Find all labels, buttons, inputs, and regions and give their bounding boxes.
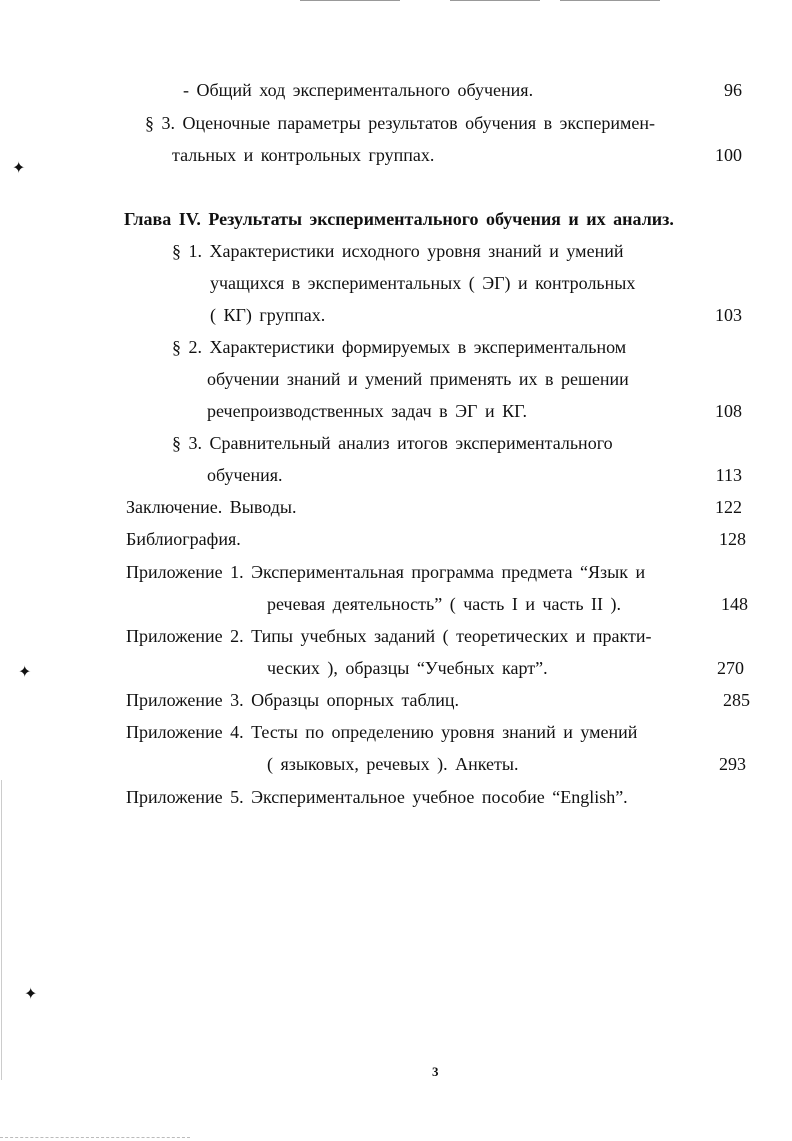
toc-entry: ческих ), образцы “Учебных карт”. bbox=[267, 658, 548, 678]
toc-page-number: 122 bbox=[715, 497, 742, 517]
toc-page-number: 148 bbox=[721, 594, 748, 614]
scan-artifact-icon: ✦ bbox=[24, 984, 38, 1003]
toc-entry: § 2. Характеристики формируемых в экспериментальном bbox=[172, 337, 627, 357]
scan-artifact-icon: ✦ bbox=[12, 158, 26, 177]
toc-entry: - Общий ход экспериментального обучения. bbox=[183, 80, 534, 100]
toc-page-number: 103 bbox=[715, 305, 742, 325]
scan-left-edge bbox=[1, 780, 2, 1080]
toc-entry: Приложение 1. Экспериментальная программа предмета “Язык и bbox=[126, 562, 646, 582]
toc-page-number: 100 bbox=[715, 145, 742, 165]
toc-entry: обучении знаний и умений применять их в решении bbox=[207, 369, 629, 389]
toc-entry: обучения. bbox=[207, 465, 283, 485]
toc-entry: тальных и контрольных группах. bbox=[172, 145, 435, 165]
toc-entry: § 3. Оценочные параметры результатов обучения в эксперимен- bbox=[145, 113, 655, 133]
scan-bottom-dash bbox=[0, 1137, 190, 1138]
toc-page-number: 113 bbox=[715, 465, 742, 485]
toc-chapter-heading: Глава IV. Результаты экспериментального обучения и их анализ. bbox=[124, 209, 674, 229]
toc-page-number: 108 bbox=[715, 401, 742, 421]
scan-artifact-icon: ✦ bbox=[18, 662, 32, 681]
toc-entry: речепроизводственных задач в ЭГ и КГ. bbox=[207, 401, 527, 421]
toc-page-number: 96 bbox=[724, 80, 742, 100]
toc-entry: Заключение. Выводы. bbox=[126, 497, 297, 517]
toc-entry: § 1. Характеристики исходного уровня знаний и умений bbox=[172, 241, 624, 261]
toc-page-number: 128 bbox=[719, 529, 746, 549]
toc-entry: § 3. Сравнительный анализ итогов экспериментального bbox=[172, 433, 613, 453]
toc-entry: Библиография. bbox=[126, 529, 241, 549]
toc-entry: Приложение 5. Экспериментальное учебное пособие “English”. bbox=[126, 787, 628, 807]
toc-entry: ( КГ) группах. bbox=[210, 305, 326, 325]
toc-entry: учащихся в экспериментальных ( ЭГ) и контрольных bbox=[210, 273, 636, 293]
toc-entry: речевая деятельность” ( часть I и часть II ). bbox=[267, 594, 622, 614]
scan-top-rule bbox=[300, 0, 400, 1]
page-number: 3 bbox=[432, 1064, 439, 1079]
toc-entry: Приложение 2. Типы учебных заданий ( теоретических и практи- bbox=[126, 626, 652, 646]
toc-page-number: 270 bbox=[717, 658, 744, 678]
toc-entry: Приложение 3. Образцы опорных таблиц. bbox=[126, 690, 459, 710]
toc-entry: Приложение 4. Тесты по определению уровня знаний и умений bbox=[126, 722, 638, 742]
toc-entry: ( языковых, речевых ). Анкеты. bbox=[267, 754, 519, 774]
scan-top-rule bbox=[450, 0, 540, 1]
scan-top-rule bbox=[560, 0, 660, 1]
toc-page-number: 285 bbox=[723, 690, 750, 710]
toc-page-number: 293 bbox=[719, 754, 746, 774]
